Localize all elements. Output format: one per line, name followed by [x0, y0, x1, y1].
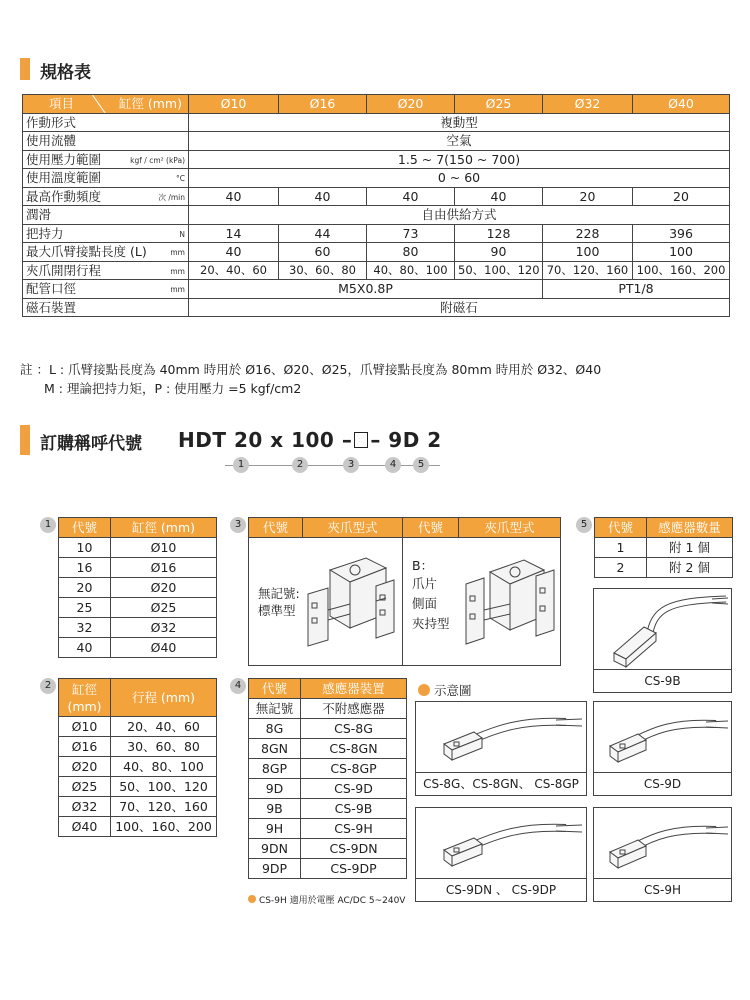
table-row: 25 Ø25: [59, 598, 217, 618]
sensor-cs8g-illustration: [416, 702, 586, 772]
jaw-type-b-2: 側面: [412, 596, 438, 611]
side-clamp-gripper-illustration: [462, 548, 558, 652]
spec-table: [22, 94, 730, 317]
spec-header-item: 項目 缸徑 (mm): [23, 95, 189, 114]
table-row: 40 Ø40: [59, 638, 217, 658]
spec-note-1: 註 ：L : 爪臂接點長度為 40mm 時用於 Ø16、Ø20、Ø25，爪臂接點長度為 80mm 時用於 Ø32、Ø40: [20, 362, 602, 377]
size-header: Ø20: [367, 95, 455, 114]
table-row: 32 Ø32: [59, 618, 217, 638]
jaw-code-standard: 無記號:: [258, 586, 300, 601]
blank-box-icon: [354, 432, 368, 448]
sensor-cs9dn-illustration: [416, 808, 586, 878]
marker-3: 3: [343, 457, 359, 473]
table-row: Ø16 30、60、80: [59, 737, 217, 757]
table-row: 使用流體 空氣: [23, 132, 730, 151]
table-5-number: 5: [576, 517, 592, 533]
table-row: 8G CS-8G: [249, 719, 407, 739]
table-row: 把持力 N 14 44 73 128 228 396: [23, 224, 730, 243]
table-2-number: 2: [40, 678, 56, 694]
sensor-cs9b-illustration: [594, 589, 731, 669]
section-marker: [20, 425, 30, 455]
diagram-title: 示意圖: [418, 681, 472, 699]
marker-5: 5: [413, 457, 429, 473]
jaw-type-b-1: 爪片: [412, 576, 438, 591]
standard-gripper-illustration: [300, 548, 400, 652]
jaw-type-standard: 標準型: [258, 603, 296, 618]
size-header: Ø32: [543, 95, 633, 114]
table-row: 最高作動頻度 次 /min 40 40 40 40 20 20: [23, 187, 730, 206]
order-title: 訂購稱呼代號: [40, 434, 142, 454]
table-row: 夾爪開閉行程 mm 20、40、60 30、60、80 40、80、100 50、100、120 70、120、160 100、160、200: [23, 261, 730, 280]
jaw-type-b-3: 夾持型: [412, 616, 450, 631]
section-marker: [20, 58, 30, 80]
table-row: 1 附 1 個: [595, 538, 733, 558]
jaw-type-table: 代號 夾爪型式 代號 夾爪型式: [248, 517, 561, 666]
table-row: Ø40 100、160、200: [59, 817, 217, 837]
table-row: Ø20 40、80、100: [59, 757, 217, 777]
size-header: Ø40: [633, 95, 730, 114]
sensor-qty-table: 代號 感應器數量 1 附 1 個 2 附 2 個: [594, 517, 733, 578]
caption-cs9h: CS-9H: [593, 878, 732, 902]
table-row: 最大爪臂接點長度 (L) mm 40 60 80 90 100 100: [23, 243, 730, 262]
table-row: 無記號 不附感應器: [249, 699, 407, 719]
table-row: Ø10 20、40、60: [59, 717, 217, 737]
table-row: 潤滑 自由供給方式: [23, 206, 730, 225]
spec-title: 規格表: [40, 63, 91, 83]
marker-1: 1: [233, 457, 249, 473]
table-row: 9DN CS-9DN: [249, 839, 407, 859]
table-row: 16 Ø16: [59, 558, 217, 578]
marker-4: 4: [385, 457, 401, 473]
stroke-table: 缸徑 (mm) 行程 (mm) Ø10 20、40、60 Ø16 30、60、80 Ø20 40、80、100 Ø25 50、100、120 Ø32 70、120、160 Ø40 100、160、200: [58, 678, 217, 837]
table-4-number: 4: [230, 678, 246, 694]
bore-code-table: 代號 缸徑 (mm) 10 Ø10 16 Ø16 20 Ø20 25 Ø25 32 Ø32 40 Ø40: [58, 517, 217, 658]
caption-cs9d: CS-9D: [593, 772, 732, 796]
marker-line: [225, 465, 440, 466]
bullet-icon: [418, 684, 430, 696]
table-row: 2 附 2 個: [595, 558, 733, 578]
table-row: 9H CS-9H: [249, 819, 407, 839]
sensor-cs9h-illustration: [594, 808, 731, 878]
bullet-icon: [248, 895, 256, 903]
table-row: 磁石裝置 附磁石: [23, 298, 730, 317]
caption-cs9dn: CS-9DN 、 CS-9DP: [415, 878, 587, 902]
jaw-code-b: B：: [412, 558, 434, 573]
caption-cs9b: CS-9B: [593, 669, 732, 693]
caption-cs8g: CS-8G、CS-8GN、 CS-8GP: [415, 772, 587, 796]
size-header: Ø16: [279, 95, 367, 114]
table-row: 8GP CS-8GP: [249, 759, 407, 779]
table-row: 8GN CS-8GN: [249, 739, 407, 759]
size-header: Ø25: [455, 95, 543, 114]
sensor-device-table: 代號 感應器裝置 無記號 不附感應器 8G CS-8G 8GN CS-8GN 8GP CS-8GP 9D CS-9D 9B CS-9B 9H CS-9H 9DN CS-9DN 9DP CS-9DP: [248, 678, 407, 879]
sensor-cs9d-illustration: [594, 702, 731, 772]
table-row: 使用壓力範圍 kgf / cm² (kPa) 1.5 ~ 7(150 ~ 700): [23, 150, 730, 169]
table-row: 9B CS-9B: [249, 799, 407, 819]
table-row: 作動形式 複動型: [23, 113, 730, 132]
model-code: HDT 20 x 100 – – 9D 2: [178, 428, 442, 452]
table-row: 配管口徑 mm M5X0.8P PT1/8: [23, 280, 730, 299]
sensor-voltage-note: CS-9H 適用於電壓 AC/DC 5~240V: [248, 893, 405, 906]
table-row: 9DP CS-9DP: [249, 859, 407, 879]
size-header: Ø10: [189, 95, 279, 114]
table-row: Ø25 50、100、120: [59, 777, 217, 797]
marker-2: 2: [292, 457, 308, 473]
table-row: 9D CS-9D: [249, 779, 407, 799]
table-row: 20 Ø20: [59, 578, 217, 598]
table-row: 10 Ø10: [59, 538, 217, 558]
table-row: 使用溫度範圍 °C 0 ~ 60: [23, 169, 730, 188]
table-1-number: 1: [40, 517, 56, 533]
table-row: Ø32 70、120、160: [59, 797, 217, 817]
table-3-number: 3: [230, 517, 246, 533]
spec-note-2: M : 理論把持力矩，P : 使用壓力 =5 kgf/cm2: [44, 381, 302, 396]
